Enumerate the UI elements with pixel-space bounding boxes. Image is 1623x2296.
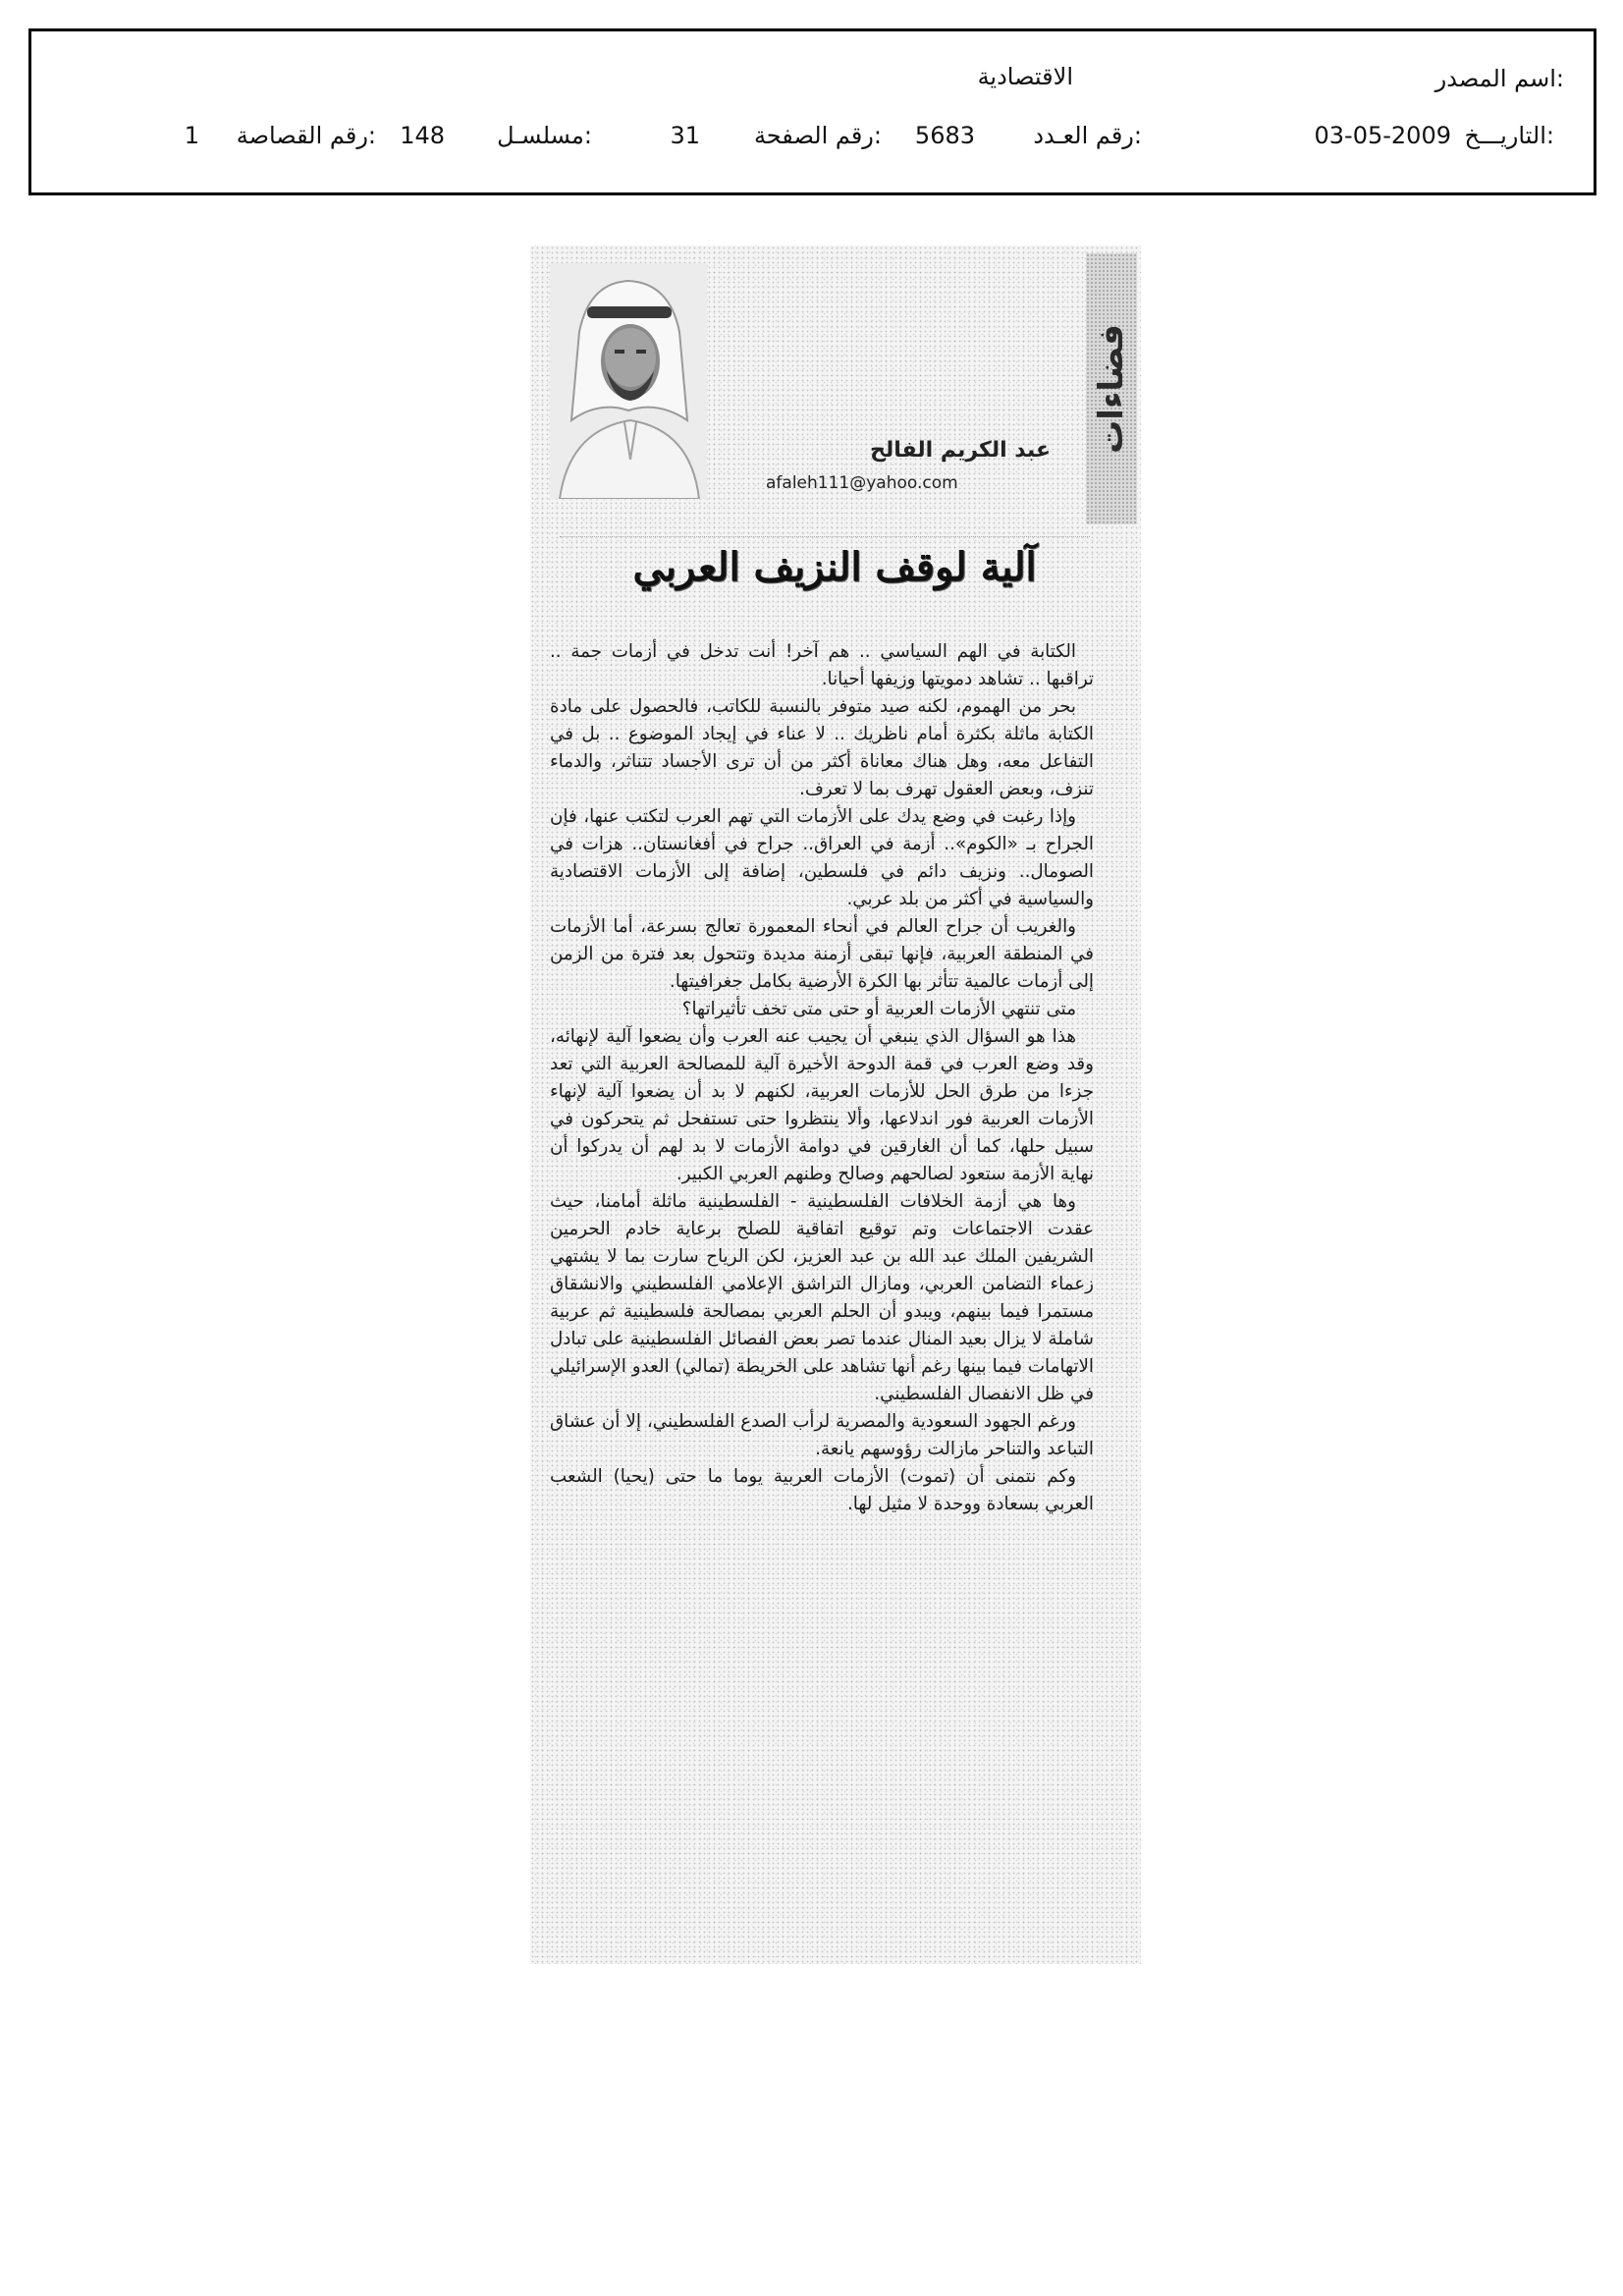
article-paragraph: متى تنتهي الأزمات العربية أو حتى متى تخف تأثيراتها؟ (681, 999, 1076, 1019)
column-label-strip (1086, 253, 1137, 524)
clip-number-label: رقم القصاصة: (236, 122, 376, 149)
source-label: اسم المصدر: (1434, 65, 1564, 92)
article-body (550, 638, 1094, 1518)
author-photo (550, 263, 707, 499)
column-label: فضاءات (1092, 324, 1131, 454)
author-name: عبد الكريم الفالح (870, 438, 1051, 463)
clipping-metadata-box (28, 28, 1596, 195)
newspaper-clipping (530, 246, 1141, 1964)
masthead-divider (560, 536, 1090, 537)
author-email: afaleh111@yahoo.com (766, 473, 958, 493)
page-number-label: رقم الصفحة: (753, 122, 882, 149)
clipping-masthead (530, 246, 1141, 530)
issue-label: رقم العـدد: (1033, 122, 1142, 149)
article-paragraph: ورغم الجهود السعودية والمصرية لرأب الصدع الفلسطيني، إلا أن عشاق التباعد والتناحر مازالت رؤوسهم يانعة. (550, 1411, 1094, 1459)
article-paragraph: والغريب أن جراح العالم في أنحاء المعمورة تعالج بسرعة، أما الأزمات في المنطقة العربية، فإنها تبقى أزمنة مديدة وتتحول بعد فترة من الزمن إلى أزمات عالمية تتأثر بها الكرة الأرضية بكامل جغرافيتها. (550, 916, 1094, 992)
article-paragraph: وها هي أزمة الخلافات الفلسطينية - الفلسطينية ماثلة أمامنا، حيث عقدت الاجتماعات وتم توقيع اتفاقية للصلح برعاية خادم الحرمين الشريفين الملك عبد الله بن عبد العزيز، لكن الرياح سارت بما لا يشتهي زعماء التضامن العربي، ومازال التراشق الإعلامي الفلسطيني والانشقاق مستمرا فيما بينهم، ويبدو أن الحلم العربي بمصالحة فلسطينية ثم عربية شاملة لا يزال بعيد المنال عندما تصر بعض الفصائل الفلسطينية على تبادل الاتهامات فيما بينها رغم أنها تشاهد على الخريطة (تمالي) العدو الإسرائيلي في ظل الانفصال الفلسطيني. (550, 1191, 1094, 1404)
article-paragraph: هذا هو السؤال الذي ينبغي أن يجيب عنه العرب وأن يضعوا آلية لإنهائه، وقد وضع العرب في قمة الدوحة الأخيرة آلية للمصالحة العربية التي تعد جزءا من طرق الحل للأزمات العربية، لكنهم لا بد أن يضعوا آلية لإنهاء الأزمات العربية فور اندلاعها، وألا ينتظروا حتى تستفحل ثم يتحركون في سبيل حلها، كما أن الغارقين في دوامة الأزمات لا بد لهم أن يدركوا أن نهاية الأزمة ستعود لصالحهم وصالح وطنهم العربي الكبير. (550, 1026, 1094, 1184)
article-headline: آلية لوقف النزيف العربي (632, 544, 1037, 590)
serial-value: 148 (400, 122, 445, 149)
issue-value: 5683 (914, 122, 975, 149)
page-number-value: 31 (670, 122, 700, 149)
clip-number-value: 1 (184, 122, 199, 149)
source-value: الاقتصادية (977, 63, 1073, 90)
date-label: التاريـــخ: (1464, 122, 1554, 149)
article-paragraph: وإذا رغبت في وضع يدك على الأزمات التي تهم العرب لتكتب عنها، فإن الجراح بـ «الكوم».. أزمة في العراق.. جراح في أفغانستان.. هزات في الصومال.. ونزيف دائم في فلسطين، إضافة إلى الأزمات الاقتصادية والسياسية في أكثر من بلد عربي. (550, 806, 1094, 909)
article-paragraph: وكم نتمنى أن (تموت) الأزمات العربية يوما ما حتى (يحيا) الشعب العربي بسعادة ووحدة لا مثيل لها. (550, 1466, 1094, 1514)
article-paragraph: الكتابة في الهم السياسي .. هم آخر! أنت تدخل في أزمات جمة .. تراقبها .. تشاهد دمويتها وزيفها أحيانا. (550, 641, 1094, 689)
serial-label: مسلسـل: (497, 122, 592, 149)
article-paragraph: بحر من الهموم، لكنه صيد متوفر بالنسبة للكاتب، فالحصول على مادة الكتابة ماثلة بكثرة أمام ناظريك .. لا عناء في إيجاد الموضوع .. بل في التفاعل معه، وهل هناك معاناة أكثر من أن ترى الأجساد تتناثر، والدماء تنزف، وبعض العقول تهرف بما لا تعرف. (550, 696, 1094, 799)
date-value: 03-05-2009 (1314, 122, 1451, 149)
